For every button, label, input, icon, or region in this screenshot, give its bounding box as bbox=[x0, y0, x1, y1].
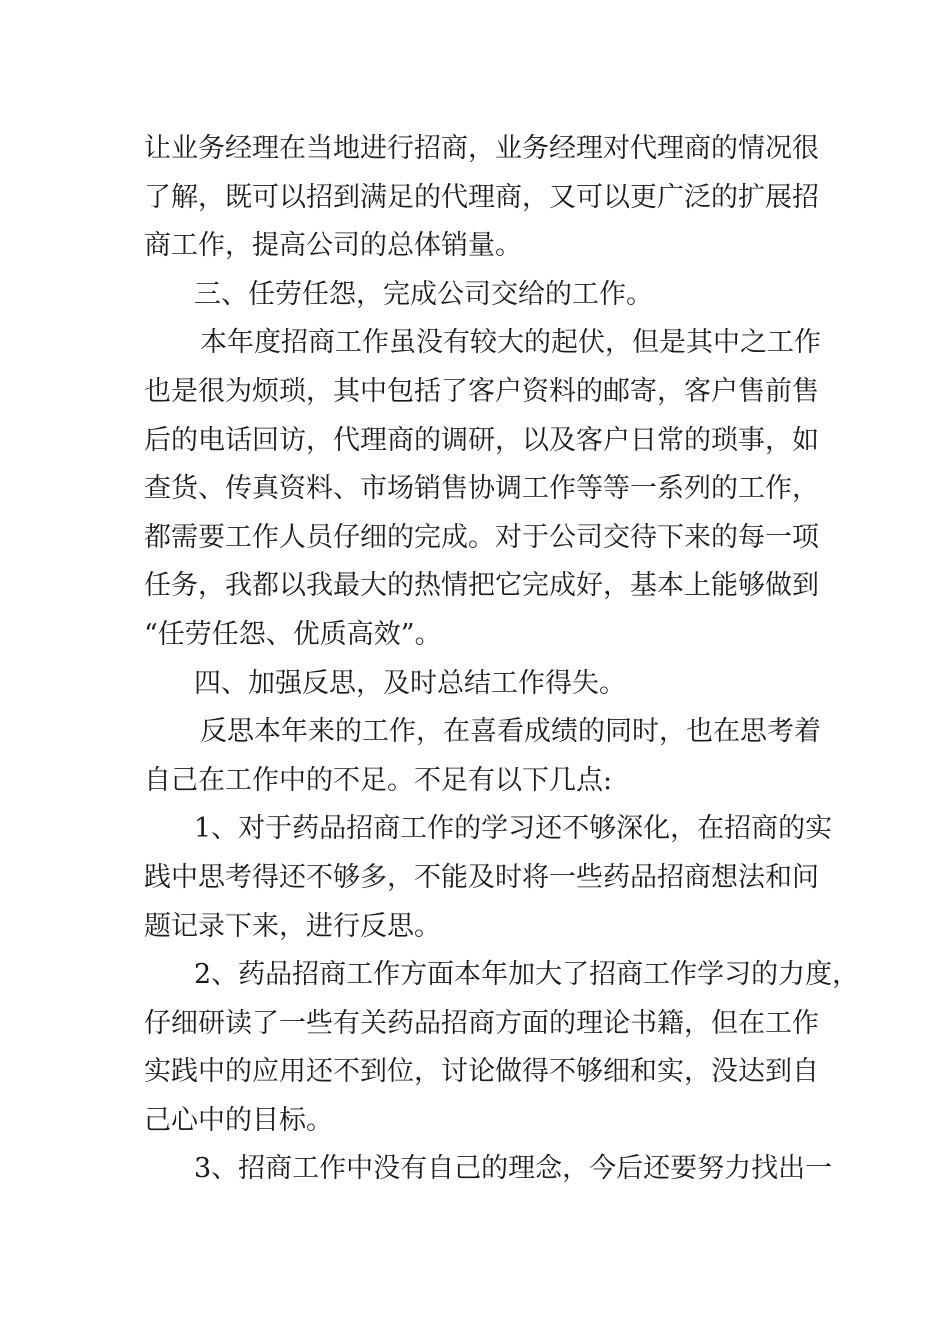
list-item: 3、招商工作中没有自己的理念，今后还要努力找出一 bbox=[194, 1153, 833, 1185]
text-line: 题记录下来，进行反思。 bbox=[144, 910, 441, 942]
text-line: 让业务经理在当地进行招商，业务经理对代理商的情况很 bbox=[144, 133, 819, 164]
text-line: 实践中的应用还不到位，讨论做得不够细和实，没达到自 bbox=[144, 1056, 819, 1088]
text-line: 也是很为烦琐，其中包括了客户资料的邮寄，客户售前售 bbox=[144, 375, 819, 407]
list-item: 1、对于药品招商工作的学习还不够深化，在招商的实 bbox=[194, 813, 833, 845]
text-line: 践中思考得还不够多，不能及时将一些药品招商想法和问 bbox=[144, 861, 819, 893]
section-heading: 四、加强反思，及时总结工作得失。 bbox=[194, 667, 626, 699]
text-line: 任务，我都以我最大的热情把它完成好，基本上能够做到 bbox=[144, 570, 819, 602]
document-body bbox=[144, 125, 860, 1194]
text-line: 后的电话回访，代理商的调研，以及客户日常的琐事，如 bbox=[144, 424, 819, 456]
section-heading: 三、任劳任怨，完成公司交给的工作。 bbox=[194, 278, 653, 310]
text-line: “任劳任怨、优质高效”。 bbox=[144, 618, 442, 650]
list-item: 2、药品招商工作方面本年加大了招商工作学习的力度， bbox=[194, 959, 860, 991]
text-line: 都需要工作人员仔细的完成。对于公司交待下来的每一项 bbox=[144, 521, 819, 553]
text-line: 仔细研读了一些有关药品招商方面的理论书籍，但在工作 bbox=[144, 1007, 819, 1039]
text-line: 查货、传真资料、市场销售协调工作等等一系列的工作， bbox=[144, 473, 819, 505]
text-line: 反思本年来的工作，在喜看成绩的同时，也在思考着 bbox=[200, 716, 821, 748]
text-line: 自己在工作中的不足。不足有以下几点: bbox=[144, 764, 613, 796]
text-line: 己心中的目标。 bbox=[144, 1104, 333, 1136]
text-line: 本年度招商工作虽没有较大的起伏，但是其中之工作 bbox=[200, 327, 821, 359]
text-line: 商工作，提高公司的总体销量。 bbox=[144, 230, 522, 262]
text-line: 了解，既可以招到满足的代理商，又可以更广泛的扩展招 bbox=[144, 181, 819, 213]
